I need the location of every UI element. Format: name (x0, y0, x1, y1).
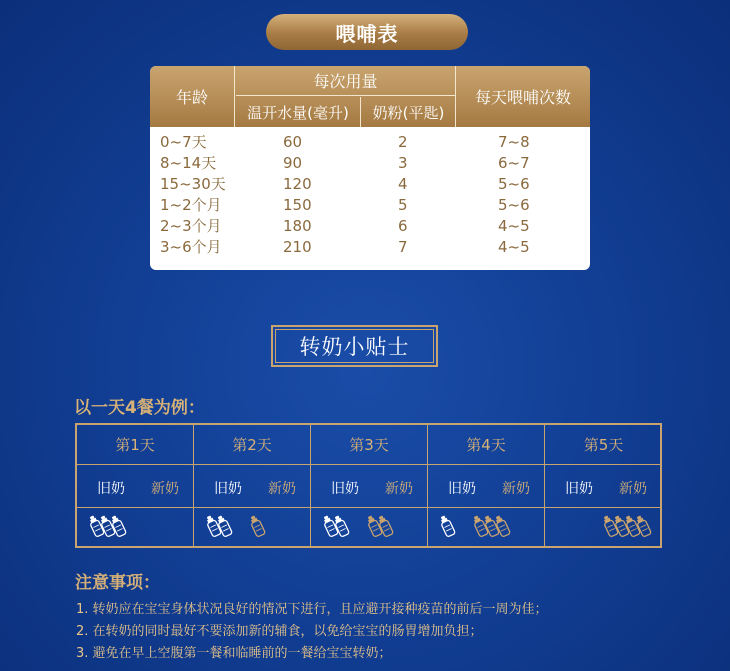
bottle-group (545, 509, 662, 546)
cell-powder: 6 (398, 217, 408, 235)
header-times-per-day: 每天喂哺次数 (455, 66, 590, 127)
milk-labels (77, 466, 193, 508)
feeding-table-header (150, 66, 590, 127)
cell-age: 8~14天 (160, 154, 217, 172)
day-label: 第5天 (545, 425, 662, 465)
table-row (150, 132, 590, 153)
old-milk-label: 旧奶 (97, 481, 125, 497)
cell-age: 1~2个月 (160, 196, 222, 214)
cell-water: 180 (283, 217, 312, 235)
new-milk-label: 新奶 (385, 481, 413, 497)
cell-powder: 3 (398, 154, 408, 172)
new-milk-label: 新奶 (151, 481, 179, 497)
milk-labels (545, 466, 662, 508)
cell-powder: 5 (398, 196, 408, 214)
cell-times: 4~5 (498, 217, 530, 235)
cell-powder: 4 (398, 175, 408, 193)
milk-labels (194, 466, 310, 508)
old-milk-label: 旧奶 (448, 481, 476, 497)
table-row (150, 153, 590, 174)
cell-powder: 7 (398, 238, 408, 256)
bottle-group (428, 509, 544, 546)
day-label: 第1天 (77, 425, 193, 465)
cell-times: 7~8 (498, 133, 530, 151)
day-label: 第3天 (311, 425, 427, 465)
day-column (77, 425, 194, 546)
old-milk-label: 旧奶 (331, 481, 359, 497)
new-milk-label: 新奶 (268, 481, 296, 497)
day-column (545, 425, 662, 546)
new-milk-bottle-icon (247, 514, 269, 543)
day-column (428, 425, 545, 546)
cell-water: 150 (283, 196, 312, 214)
table-row (150, 216, 590, 237)
bottle-group (77, 509, 193, 546)
cell-water: 210 (283, 238, 312, 256)
feeding-table (150, 66, 590, 270)
header-age: 年龄 (150, 66, 235, 127)
cell-powder: 2 (398, 133, 408, 151)
cell-times: 4~5 (498, 238, 530, 256)
note-item: 2. 在转奶的同时最好不要添加新的辅食，以免给宝宝的肠胃增加负担； (76, 624, 483, 639)
transition-days-table (75, 423, 662, 548)
cell-water: 60 (283, 133, 303, 151)
new-milk-label: 新奶 (619, 481, 647, 497)
old-milk-label: 旧奶 (565, 481, 593, 497)
cell-times: 6~7 (498, 154, 530, 172)
new-milk-label: 新奶 (502, 481, 530, 497)
day-label: 第4天 (428, 425, 544, 465)
example-label: 以一天4餐为例： (74, 398, 205, 418)
table-row (150, 237, 590, 258)
tips-heading: 转奶小贴士 (275, 329, 434, 363)
cell-age: 0~7天 (160, 133, 207, 151)
cell-times: 5~6 (498, 175, 530, 193)
milk-labels (428, 466, 544, 508)
header-per-feed: 每次用量 (236, 66, 455, 96)
cell-water: 120 (283, 175, 312, 193)
header-powder: 奶粉(平匙) (372, 103, 445, 122)
bottle-group (194, 509, 310, 546)
old-milk-bottle-icon (437, 514, 459, 543)
milk-labels (311, 466, 427, 508)
feeding-table-body (150, 132, 590, 258)
bottle-group (311, 509, 427, 546)
note-item: 1. 转奶应在宝宝身体状况良好的情况下进行，且应避开接种疫苗的前后一周为佳； (76, 602, 548, 617)
header-water: 温开水量(毫升) (236, 97, 361, 127)
old-milk-label: 旧奶 (214, 481, 242, 497)
cell-times: 5~6 (498, 196, 530, 214)
cell-water: 90 (283, 154, 303, 172)
day-column (194, 425, 311, 546)
cell-age: 15~30天 (160, 175, 226, 193)
page-title: 喂哺表 (266, 14, 468, 50)
cell-age: 2~3个月 (160, 217, 222, 235)
day-label: 第2天 (194, 425, 310, 465)
cell-age: 3~6个月 (160, 238, 222, 256)
table-row (150, 195, 590, 216)
notes-title: 注意事项： (75, 573, 160, 593)
note-item: 3. 避免在早上空腹第一餐和临睡前的一餐给宝宝转奶； (76, 646, 392, 661)
day-column (311, 425, 428, 546)
table-row (150, 174, 590, 195)
tips-heading-frame (271, 325, 438, 367)
